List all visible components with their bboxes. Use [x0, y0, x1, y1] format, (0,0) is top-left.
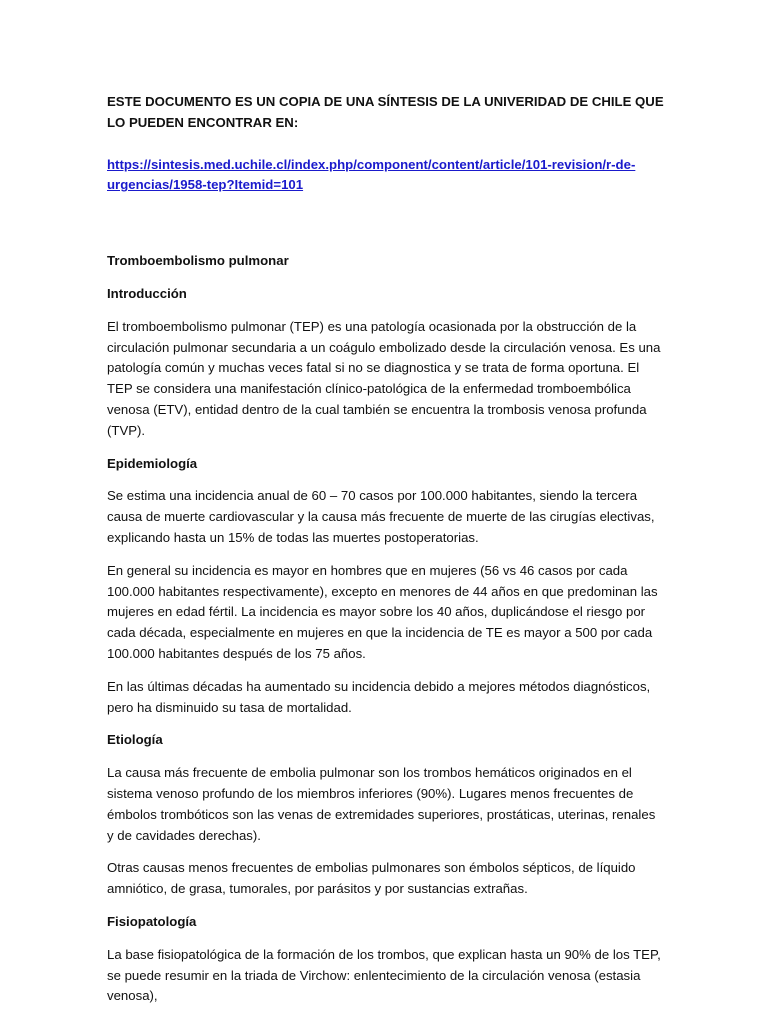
- document-title: Tromboembolismo pulmonar: [107, 253, 289, 269]
- heading-etiologia: Etiología: [107, 732, 163, 748]
- paragraph-epidemiologia-1: Se estima una incidencia anual de 60 – 70 casos por 100.000 habitantes, siendo la tercera causa de muerte cardiovascular y la causa más frecuente de muerte de las cirugías electivas, explicando hasta un 15% de todas las muertes postoperatorias.: [107, 488, 655, 545]
- paragraph-fisiopatologia-1: La base fisiopatológica de la formación de los trombos, que explican hasta un 90% de los TEP, se puede resumir en la triada de Virchow: enlentecimiento de la circulación venosa (estasia venosa),: [107, 946, 661, 1004]
- paragraph-etiologia-2: Otras causas menos frecuentes de embolias pulmonares son émbolos sépticos, de líquido amniótico, de grasa, tumorales, por parásitos y por sustancias extrañas.: [107, 860, 636, 897]
- source-link[interactable]: https://sintesis.med.uchile.cl/index.php/component/content/article/101-revision/r-de-urgencias/1958-tep?Itemid=101: [107, 156, 636, 193]
- source-link-paragraph: [107, 155, 637, 197]
- document-page: [107, 92, 663, 1007]
- paragraph-epidemiologia-3: En las últimas décadas ha aumentado su incidencia debido a mejores métodos diagnósticos, pero ha disminuido su tasa de mortalidad.: [107, 678, 651, 715]
- paragraph-introduccion-1: El tromboembolismo pulmonar (TEP) es una patología ocasionada por la obstrucción de la circulación pulmonar secundaria a un coágulo embolizado desde la circulación venosa. Es una patología común y muchas veces fatal si no se diagnostica y se trata de forma oportuna. El TEP se considera una manifestación clínico-patológica de la enfermedad tromboembólica venosa (ETV), entidad dentro de la cual también se encuentra la trombosis venosa profunda (TVP).: [107, 318, 661, 438]
- source-notice: ESTE DOCUMENTO ES UN COPIA DE UNA SÍNTESIS DE LA UNIVERIDAD DE CHILE QUE LO PUEDEN ENCONTRAR EN:: [107, 94, 664, 130]
- heading-introduccion: Introducción: [107, 285, 187, 301]
- heading-fisiopatologia: Fisiopatología: [107, 913, 197, 929]
- paragraph-etiologia-1: La causa más frecuente de embolia pulmonar son los trombos hemáticos originados en el sistema venoso profundo de los miembros inferiores (90%). Lugares menos frecuentes de émbolos trombóticos son las venas de extremidades superiores, prostáticas, uterinas, renales y de cavidades derechas).: [107, 765, 656, 843]
- heading-epidemiologia: Epidemiología: [107, 455, 198, 471]
- paragraph-epidemiologia-2: En general su incidencia es mayor en hombres que en mujeres (56 vs 46 casos por cada 100.000 habitantes respectivamente), excepto en menores de 44 años en que predominan las mujeres en edad fértil. La incidencia es mayor sobre los 40 años, duplicándose el riesgo por cada década, especialmente en mujeres en que la incidencia de TE es mayor a 500 por cada 100.000 habitantes después de los 75 años.: [107, 562, 658, 661]
